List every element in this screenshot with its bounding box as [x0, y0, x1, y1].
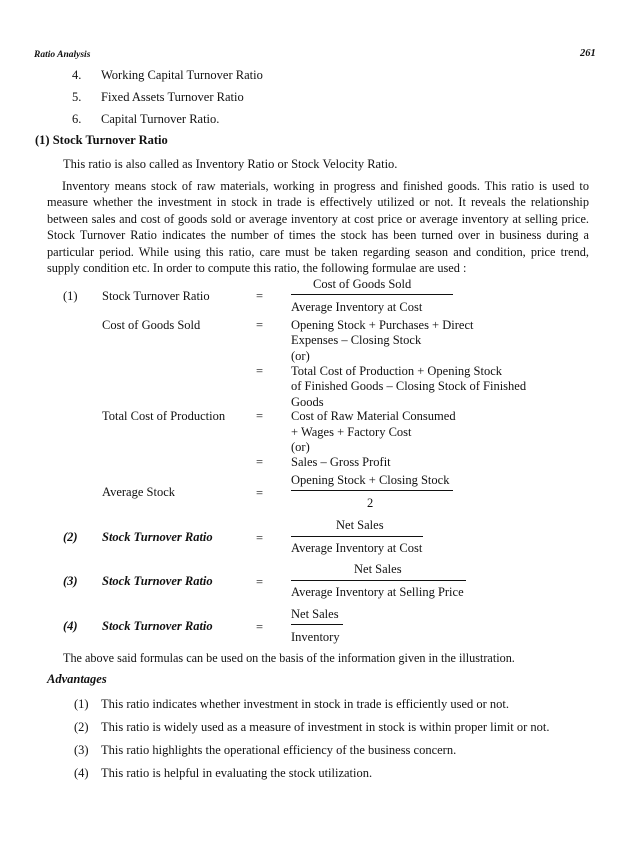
formula-2-label: Stock Turnover Ratio	[102, 530, 213, 544]
cogs-alt-line: Total Cost of Production + Opening Stock	[291, 364, 503, 378]
tcp-line: Cost of Raw Material Consumed	[291, 409, 456, 423]
cogs-or: (or)	[291, 349, 310, 363]
advantages-heading: Advantages	[47, 672, 107, 686]
advantage-text: This ratio is widely used as a measure of investment in stock is within proper limit or not.	[101, 720, 550, 734]
advantage-text: This ratio highlights the operational efficiency of the business concern.	[101, 743, 457, 757]
formula-2-numerator: Net Sales	[336, 518, 384, 532]
equals-sign: =	[256, 409, 264, 423]
equals-sign: =	[256, 364, 264, 378]
advantage-number: (4)	[74, 766, 89, 780]
list-item-text: Fixed Assets Turnover Ratio	[101, 90, 244, 104]
formula-4-numerator: Net Sales	[291, 607, 339, 621]
formula-4-fraction-bar	[291, 624, 343, 625]
advantage-number: (1)	[74, 697, 89, 711]
closing-line: The above said formulas can be used on the basis of the information given in the illustration.	[63, 651, 515, 665]
equals-sign: =	[256, 486, 264, 500]
running-title: Ratio Analysis	[34, 50, 91, 60]
list-item-text: Capital Turnover Ratio.	[101, 112, 220, 126]
avg-denominator: 2	[367, 496, 374, 510]
tcp-or: (or)	[291, 440, 310, 454]
tcp-label: Total Cost of Production	[102, 409, 226, 423]
formula-2-number: (2)	[63, 530, 78, 544]
cogs-line: Opening Stock + Purchases + Direct	[291, 318, 474, 332]
body-paragraph: Inventory means stock of raw materials, working in progress and finished goods. This ratio is used to measure whether the investment in stock in trade is effectively utilized or not. It reveals the relationship between sales and cost of goods sold or average inventory at cost price or average inventory at selling price. Stock Turnover Ratio indicates the number of times the stock has been turned over in business during a particular period. While using this ratio, care must be taken regarding season and condition, price trend, supply condition etc. In order to compute this ratio, the following formulae are used :	[47, 179, 589, 276]
formula-1-denominator: Average Inventory at Cost	[291, 300, 423, 314]
list-item-text: Working Capital Turnover Ratio	[101, 68, 263, 82]
cogs-alt-line: Goods	[291, 395, 324, 409]
formula-2-denominator: Average Inventory at Cost	[291, 541, 423, 555]
formula-1-label: Stock Turnover Ratio	[102, 289, 210, 303]
equals-sign: =	[256, 531, 264, 545]
avg-label: Average Stock	[102, 485, 176, 499]
cogs-label: Cost of Goods Sold	[102, 318, 201, 332]
cogs-line: Expenses – Closing Stock	[291, 333, 422, 347]
cogs-alt-line: of Finished Goods – Closing Stock of Finished	[291, 379, 527, 393]
equals-sign: =	[256, 318, 264, 332]
formula-3-fraction-bar	[291, 580, 466, 581]
formula-3-number: (3)	[63, 574, 78, 588]
formula-3-label: Stock Turnover Ratio	[102, 574, 213, 588]
formula-4-denominator: Inventory	[291, 630, 340, 644]
equals-sign: =	[256, 575, 264, 589]
avg-fraction-bar	[291, 490, 453, 491]
advantage-number: (3)	[74, 743, 89, 757]
formula-1-fraction-bar	[291, 294, 453, 295]
formula-2-fraction-bar	[291, 536, 423, 537]
advantage-text: This ratio is helpful in evaluating the stock utilization.	[101, 766, 373, 780]
formula-4-label: Stock Turnover Ratio	[102, 619, 213, 633]
formula-1-numerator: Cost of Goods Sold	[313, 277, 412, 291]
equals-sign: =	[256, 455, 264, 469]
page-number: 261	[580, 48, 596, 59]
formula-4-number: (4)	[63, 619, 78, 633]
avg-numerator: Opening Stock + Closing Stock	[291, 473, 450, 487]
advantage-number: (2)	[74, 720, 89, 734]
list-item-number: 5.	[72, 90, 82, 104]
formula-1-number: (1)	[63, 289, 78, 303]
formula-3-numerator: Net Sales	[354, 562, 402, 576]
list-item-number: 6.	[72, 112, 82, 126]
section-heading: (1) Stock Turnover Ratio	[35, 133, 168, 147]
list-item-number: 4.	[72, 68, 82, 82]
tcp-alt-line: Sales – Gross Profit	[291, 455, 391, 469]
equals-sign: =	[256, 289, 264, 303]
formula-3-denominator: Average Inventory at Selling Price	[291, 585, 464, 599]
advantage-text: This ratio indicates whether investment in stock in trade is efficiently used or not.	[101, 697, 510, 711]
tcp-line: + Wages + Factory Cost	[291, 425, 412, 439]
equals-sign: =	[256, 620, 264, 634]
intro-line: This ratio is also called as Inventory Ratio or Stock Velocity Ratio.	[63, 157, 398, 171]
